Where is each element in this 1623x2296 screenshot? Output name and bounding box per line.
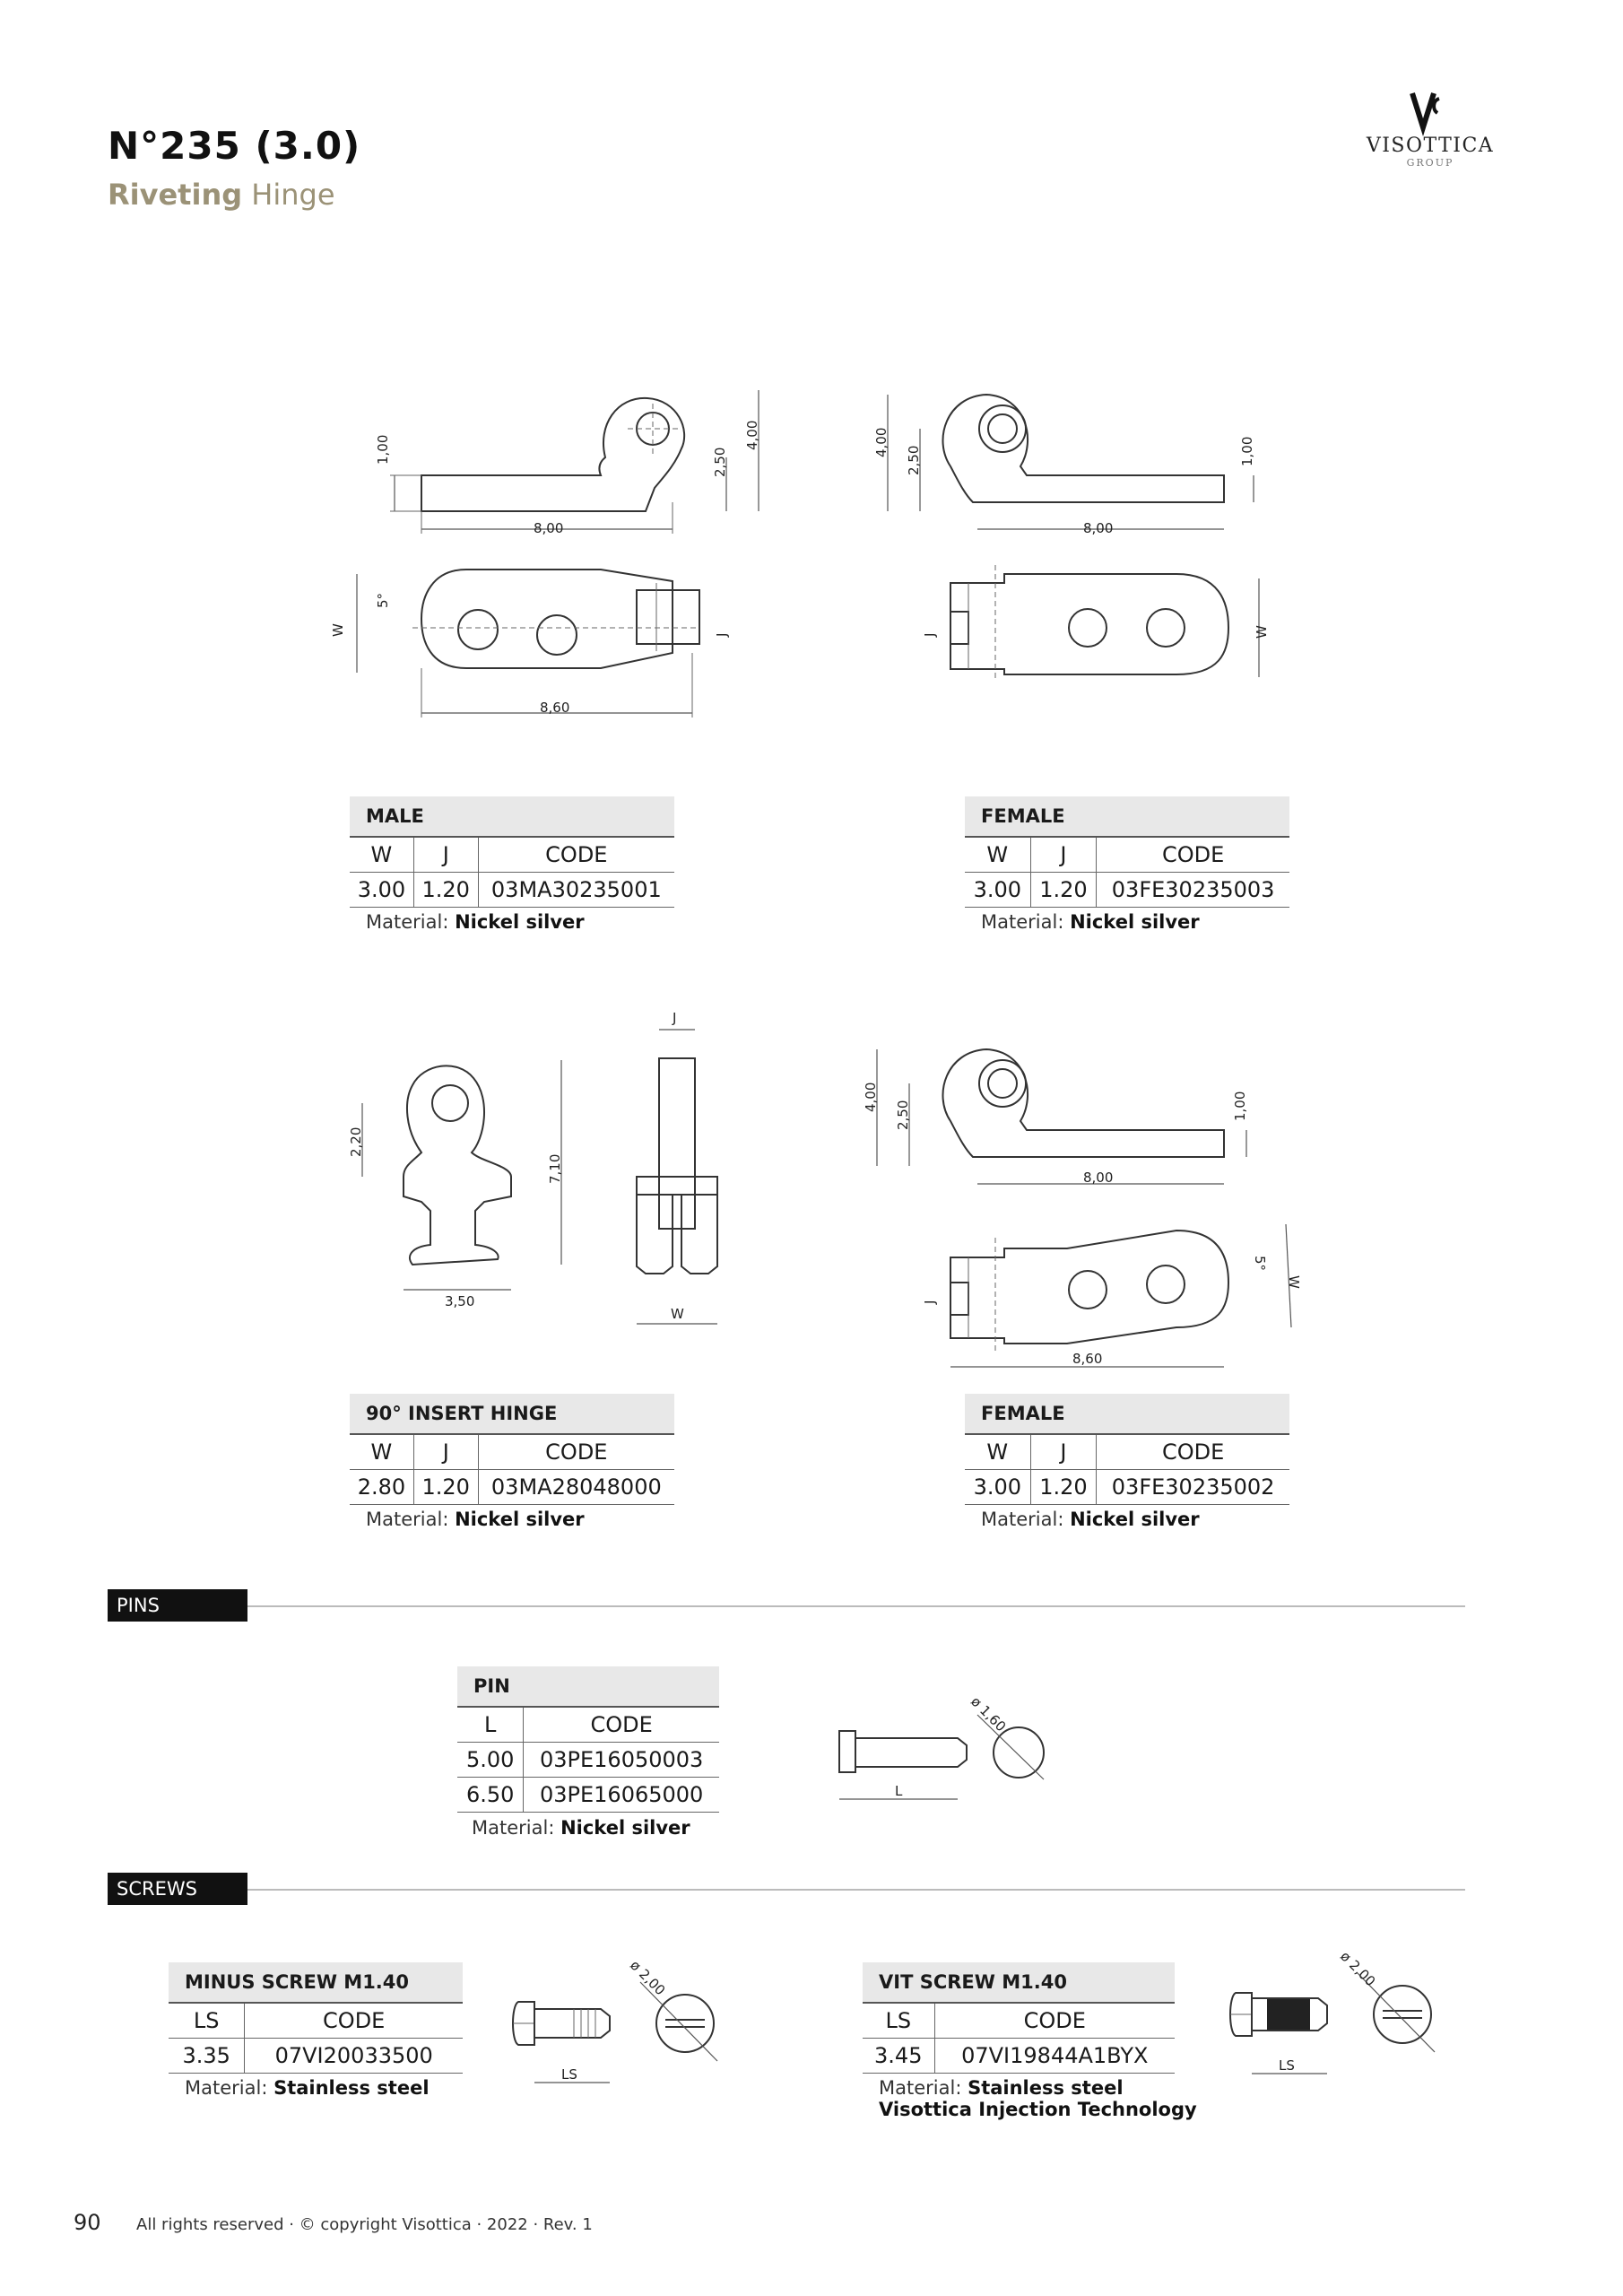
table-header-code: CODE	[478, 837, 674, 873]
female-top-plan-outline	[950, 574, 1228, 674]
visottica-logo	[1345, 90, 1515, 169]
female-bottom-dim-2: 2,50	[895, 1100, 911, 1130]
material-label: Material:	[879, 2077, 968, 2099]
table-row	[457, 1778, 719, 1813]
vit-screw-dim-2: LS	[1279, 2057, 1295, 2074]
male-dim-4: 8,00	[534, 520, 564, 536]
pin-table-title: PIN	[457, 1666, 719, 1707]
page-title: N°235 (3.0)	[108, 124, 361, 168]
female-top-dim-1: 4,00	[873, 427, 890, 457]
table-row	[863, 2039, 1175, 2074]
table-header-w: W	[965, 1434, 1030, 1470]
male-dim-1: 1,00	[375, 434, 391, 465]
insert-dim-2: 7,10	[547, 1153, 563, 1184]
table-row	[457, 1743, 719, 1778]
section-pins: PINS	[108, 1589, 247, 1622]
female-bottom-table-title: FEMALE	[965, 1394, 1289, 1434]
male-dim-8: 8,60	[540, 700, 570, 716]
female-top-side-outline	[942, 395, 1224, 502]
table-cell: 5.00	[457, 1743, 524, 1778]
insert-dim-5: W	[671, 1306, 684, 1322]
vit-screw-table-title: VIT SCREW M1.40	[863, 1962, 1175, 2003]
pin-dim-2: L	[895, 1783, 903, 1799]
pin-drawing	[825, 1686, 1058, 1812]
insert-table	[350, 1394, 674, 1505]
minus-screw-table-title: MINUS SCREW M1.40	[169, 1962, 463, 2003]
minus-screw-dim-1: ø 2,00	[627, 1957, 669, 1999]
table-header-ls: LS	[863, 2003, 934, 2039]
male-dim-6: W	[330, 623, 346, 637]
logo-mark-icon	[1403, 90, 1457, 131]
male-dim-7: J	[714, 632, 730, 637]
pin-material	[472, 1817, 690, 1839]
material-value: Nickel silver	[455, 911, 585, 933]
table-cell: 6.50	[457, 1778, 524, 1813]
material-value: Stainless steel	[968, 2077, 1124, 2099]
material-technology: Visottica Injection Technology	[879, 2099, 1197, 2120]
material-label: Material:	[366, 911, 456, 933]
table-header-code: CODE	[478, 1434, 674, 1470]
minus-screw-material	[185, 2077, 430, 2099]
table-cell: 03PE16065000	[524, 1778, 719, 1813]
table-header-j: J	[1030, 837, 1097, 873]
female-bottom-dim-7: J	[922, 1300, 938, 1304]
female-top-dim-4: 8,00	[1083, 520, 1114, 536]
table-cell: 03PE16050003	[524, 1743, 719, 1778]
table-header-code: CODE	[245, 2003, 463, 2039]
insert-hinge-drawing	[341, 1004, 735, 1327]
pin-dim-1: ø 1,60	[968, 1693, 1010, 1735]
minus-screw-dim-2: LS	[561, 2066, 577, 2083]
table-cell: 3.45	[863, 2039, 934, 2074]
table-cell: 07VI19844A1BYX	[934, 2039, 1175, 2074]
logo-group: GROUP	[1406, 157, 1454, 169]
female-bottom-dim-4: 8,00	[1083, 1170, 1114, 1186]
subtitle-bold: Riveting	[108, 178, 243, 212]
table-cell: 2.80	[350, 1470, 413, 1505]
female-top-table	[965, 796, 1289, 908]
table-header-ls: LS	[169, 2003, 245, 2039]
material-value: Nickel silver	[1070, 1509, 1200, 1530]
vit-screw-material	[879, 2077, 1197, 2120]
table-cell: 03FE30235003	[1097, 873, 1289, 908]
table-header-w: W	[350, 837, 413, 873]
male-table	[350, 796, 674, 908]
female-bottom-dim-3: 1,00	[1232, 1091, 1248, 1121]
table-header-code: CODE	[1097, 837, 1289, 873]
table-row	[169, 2039, 463, 2074]
vit-screw-table	[863, 1962, 1175, 2074]
material-label: Material:	[366, 1509, 456, 1530]
table-cell: 1.20	[1030, 873, 1097, 908]
female-bottom-material	[981, 1509, 1200, 1530]
table-header-code: CODE	[934, 2003, 1175, 2039]
female-top-dim-2: 2,50	[906, 445, 922, 475]
table-header-j: J	[1030, 1434, 1097, 1470]
table-header-j: J	[413, 1434, 478, 1470]
male-dim-2: 2,50	[712, 447, 728, 477]
insert-dim-3: 3,50	[445, 1293, 475, 1309]
section-screws: SCREWS	[108, 1873, 247, 1905]
female-bottom-side-outline	[942, 1049, 1224, 1157]
male-hinge-drawing	[332, 368, 762, 726]
table-cell: 3.00	[965, 873, 1030, 908]
material-label: Material:	[981, 911, 1071, 933]
female-top-dim-5: J	[922, 632, 938, 637]
insert-dim-4: J	[673, 1010, 677, 1026]
table-header-w: W	[350, 1434, 413, 1470]
insert-front-outline	[404, 1065, 511, 1265]
insert-dim-1: 2,20	[348, 1126, 364, 1157]
material-label: Material:	[981, 1509, 1071, 1530]
insert-table-title: 90° INSERT HINGE	[350, 1394, 674, 1434]
table-header-w: W	[965, 837, 1030, 873]
female-top-dim-3: 1,00	[1239, 436, 1255, 466]
material-label: Material:	[185, 2077, 274, 2099]
material-value: Stainless steel	[273, 2077, 430, 2099]
table-cell: 07VI20033500	[245, 2039, 463, 2074]
female-bottom-table	[965, 1394, 1289, 1505]
table-header-code: CODE	[524, 1707, 719, 1743]
table-cell: 03MA30235001	[478, 873, 674, 908]
table-cell: 3.35	[169, 2039, 245, 2074]
female-bottom-dim-1: 4,00	[863, 1082, 879, 1112]
female-bottom-plan-outline	[950, 1231, 1228, 1344]
male-dim-5: 5°	[375, 592, 391, 608]
table-cell: 1.20	[413, 1470, 478, 1505]
page-number: 90	[74, 2210, 101, 2235]
logo-name: VISOTTICA	[1366, 135, 1495, 157]
table-cell: 03FE30235002	[1097, 1470, 1289, 1505]
table-row	[350, 1470, 674, 1505]
minus-screw-drawing	[502, 1955, 735, 2099]
female-top-drawing	[861, 368, 1273, 691]
male-material	[366, 911, 585, 933]
vit-screw-drawing	[1219, 1946, 1453, 2090]
material-value: Nickel silver	[455, 1509, 585, 1530]
material-value: Nickel silver	[560, 1817, 690, 1839]
table-cell: 3.00	[350, 873, 413, 908]
table-row	[965, 873, 1289, 908]
table-cell: 1.20	[413, 873, 478, 908]
male-dim-3: 4,00	[744, 420, 760, 450]
vit-screw-dim-1: ø 2,00	[1337, 1948, 1379, 1990]
section-pins-divider	[247, 1605, 1465, 1607]
insert-material	[366, 1509, 585, 1530]
minus-screw-table	[169, 1962, 463, 2074]
female-bottom-drawing	[861, 1022, 1300, 1381]
pin-table	[457, 1666, 719, 1813]
table-header-j: J	[413, 837, 478, 873]
material-value: Nickel silver	[1070, 911, 1200, 933]
copyright-text: All rights reserved · © copyright Visottica · 2022 · Rev. 1	[136, 2215, 593, 2234]
female-bottom-dim-5: 5°	[1252, 1256, 1268, 1272]
female-bottom-dim-8: 8,60	[1072, 1351, 1103, 1367]
female-top-table-title: FEMALE	[965, 796, 1289, 837]
material-label: Material:	[472, 1817, 561, 1839]
table-cell: 3.00	[965, 1470, 1030, 1505]
subtitle-rest: Hinge	[242, 178, 335, 212]
female-top-dim-6: W	[1254, 625, 1270, 639]
table-row	[350, 873, 674, 908]
section-screws-divider	[247, 1889, 1465, 1891]
table-cell: 03MA28048000	[478, 1470, 674, 1505]
female-bottom-dim-6: W	[1286, 1275, 1302, 1289]
table-header-code: CODE	[1097, 1434, 1289, 1470]
table-header-l: L	[457, 1707, 524, 1743]
page-subtitle	[108, 178, 335, 212]
table-row	[965, 1470, 1289, 1505]
male-table-title: MALE	[350, 796, 674, 837]
female-top-material	[981, 911, 1200, 933]
table-cell: 1.20	[1030, 1470, 1097, 1505]
